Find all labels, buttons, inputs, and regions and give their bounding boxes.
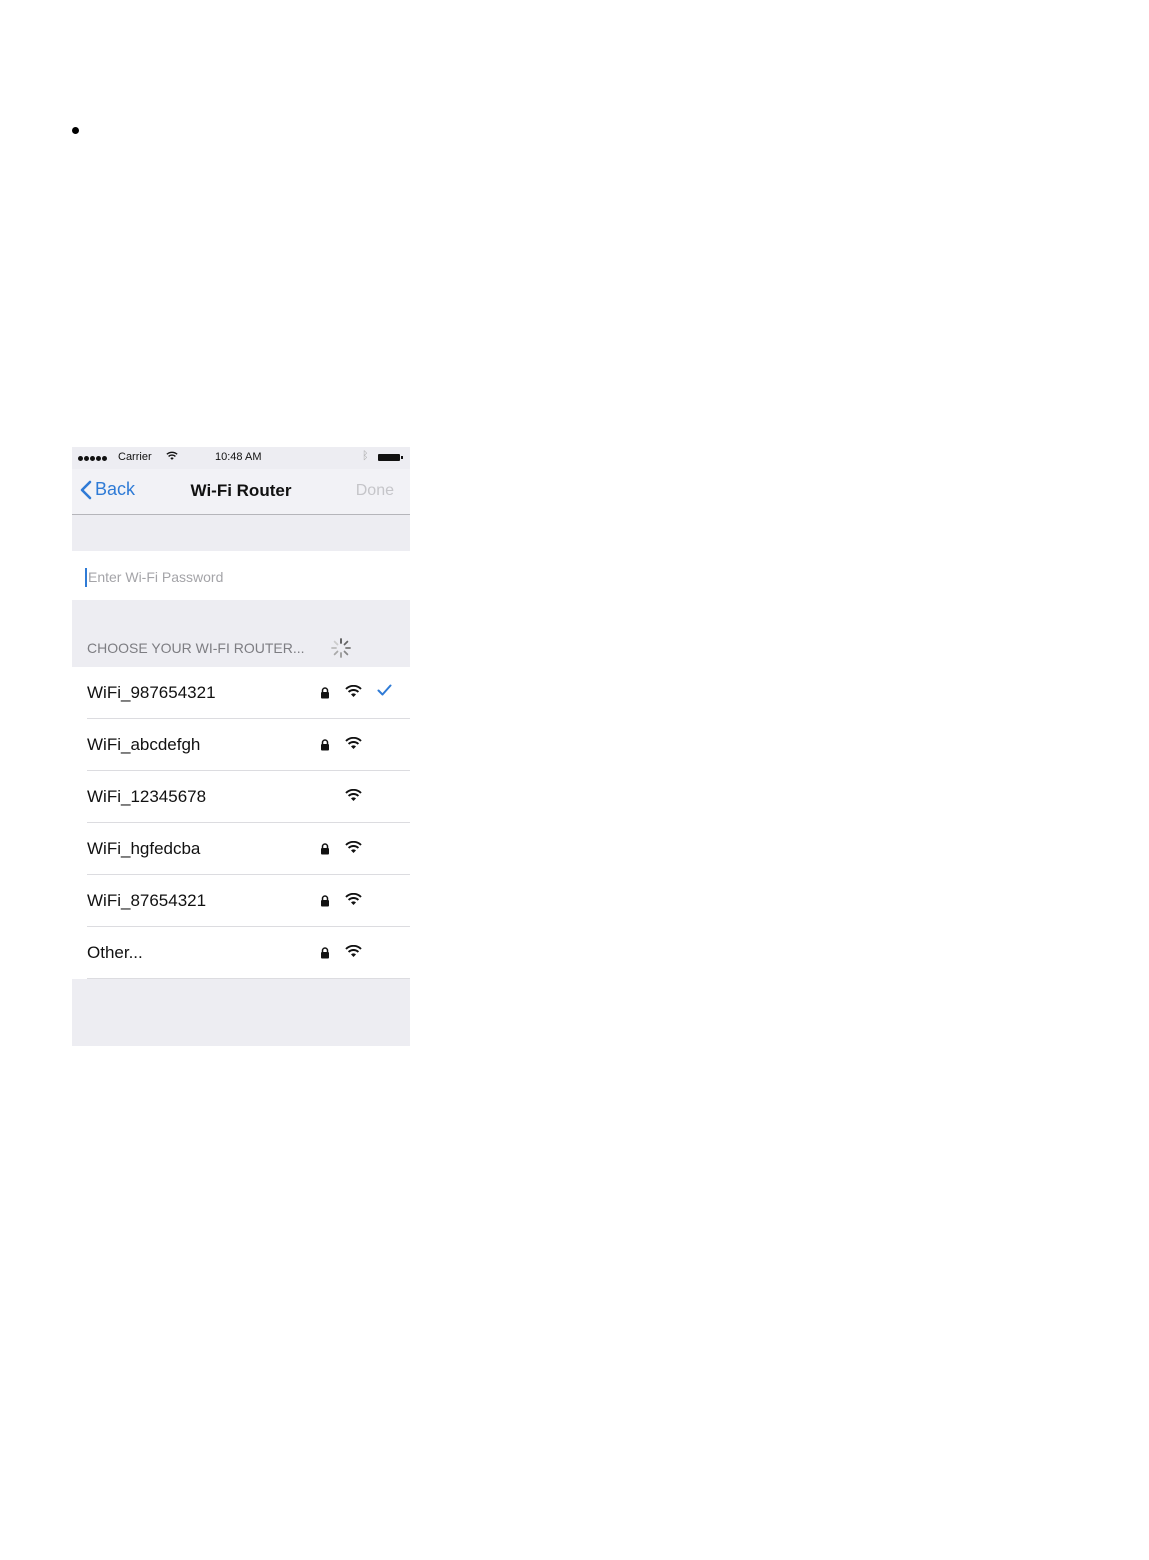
wifi-icon — [345, 893, 362, 911]
wifi-icon — [345, 841, 362, 859]
wifi-password-input[interactable] — [86, 561, 390, 593]
network-name: Other... — [87, 943, 143, 962]
bluetooth-icon: ᛒ — [362, 450, 369, 462]
lock-icon — [320, 686, 330, 704]
spinner-icon — [330, 637, 352, 664]
network-name: WiFi_87654321 — [87, 891, 207, 910]
lock-icon — [320, 946, 330, 964]
page-title: Wi-Fi Router — [190, 481, 292, 500]
phone-screen — [72, 447, 410, 1046]
wifi-icon — [345, 737, 362, 755]
network-name: WiFi_hgfedcba — [87, 839, 201, 858]
lock-icon — [320, 738, 330, 756]
navigation-bar — [72, 469, 410, 515]
checkmark-icon — [377, 683, 392, 701]
network-row[interactable] — [87, 771, 410, 823]
done-button[interactable]: Done — [355, 482, 394, 499]
network-name: WiFi_abcdefgh — [87, 735, 201, 754]
lock-icon — [320, 842, 330, 860]
status-wifi-icon — [166, 451, 178, 464]
section-header: CHOOSE YOUR WI-FI ROUTER... — [87, 640, 305, 656]
network-row[interactable] — [87, 667, 410, 719]
network-row[interactable] — [87, 875, 410, 927]
wifi-icon — [345, 789, 362, 807]
back-button-label: Back — [95, 479, 136, 499]
network-name: WiFi_987654321 — [87, 683, 216, 702]
wifi-icon — [345, 945, 362, 963]
network-name: WiFi_12345678 — [87, 787, 207, 806]
list-bullet — [72, 127, 79, 134]
password-row — [72, 551, 410, 600]
signal-strength-icon — [78, 456, 107, 461]
lock-icon — [320, 894, 330, 912]
network-list — [72, 667, 410, 979]
battery-icon — [378, 454, 400, 461]
carrier-label: Carrier — [118, 451, 152, 463]
network-row[interactable] — [87, 823, 410, 875]
status-bar — [72, 447, 410, 469]
wifi-icon — [345, 685, 362, 703]
network-row[interactable] — [87, 719, 410, 771]
status-time: 10:48 AM — [215, 451, 262, 463]
network-row[interactable] — [87, 927, 410, 979]
